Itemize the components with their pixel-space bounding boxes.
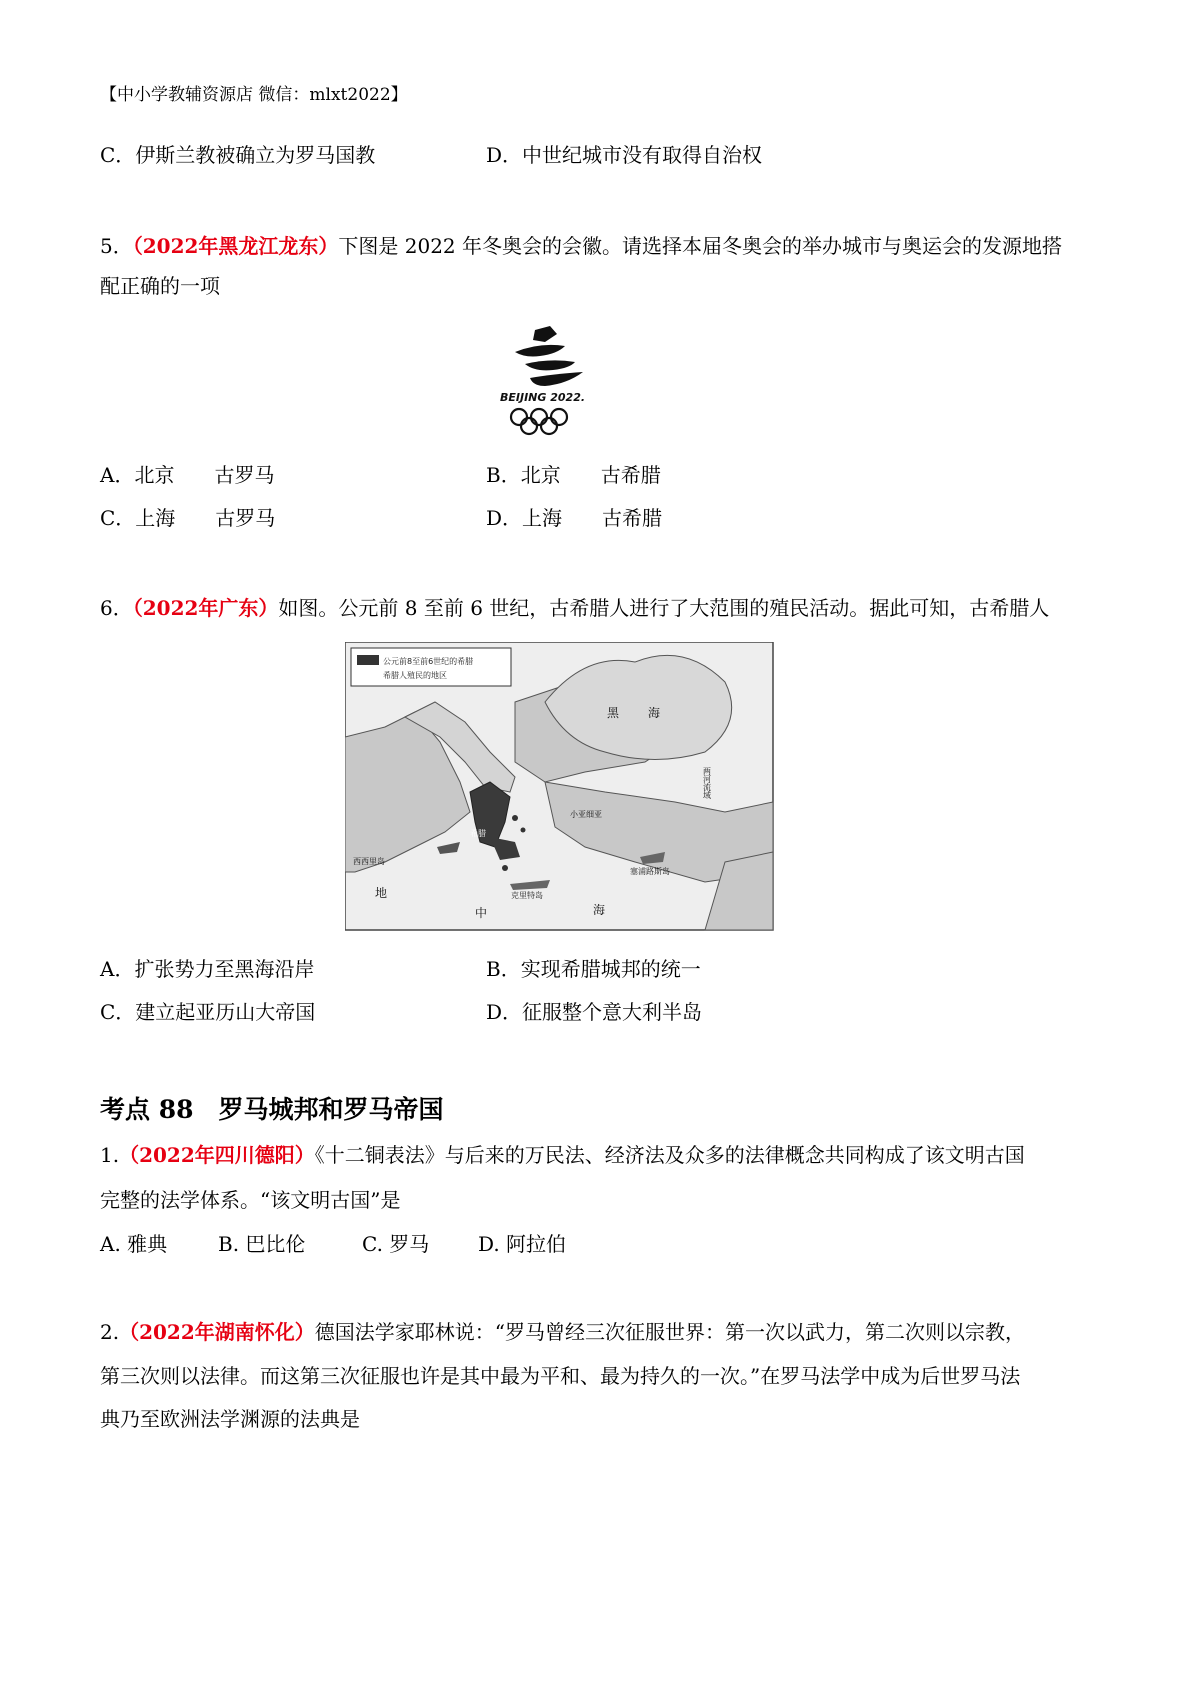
greek-colonization-map <box>345 642 775 932</box>
question-text: 德国法学家耶林说：“罗马曾经三次征服世界：第一次以武力，第二次则以宗教， <box>314 1320 1025 1344</box>
section-question-2-stem <box>100 1318 1025 1346</box>
page-header: 【中小学教辅资源店 微信：mlxt2022】 <box>100 85 408 105</box>
map-legend-line1: 公元前8至前6世纪的希腊 <box>383 657 474 666</box>
q6-option-b: B．实现希腊城邦的统一 <box>486 957 701 981</box>
q5-option-d: D．上海 古希腊 <box>486 506 663 530</box>
map-label-asia-minor: 小亚细亚 <box>570 810 602 819</box>
question-number: 1. <box>100 1143 120 1167</box>
map-legend-line2: 希腊人殖民的地区 <box>383 671 447 680</box>
question-number: 2. <box>100 1320 120 1344</box>
map-label-cyprus: 塞浦路斯岛 <box>630 867 670 876</box>
question-number: 6． <box>100 596 133 620</box>
emblem-caption: BEIJING 2022. <box>500 391 586 404</box>
s1-option-b: B. 巴比伦 <box>218 1232 306 1256</box>
map-label-black-sea-1: 黑 <box>607 706 620 720</box>
map-label-black-sea-2: 海 <box>648 706 661 720</box>
question-5-stem-line2: 配正确的一项 <box>100 274 220 298</box>
q6-option-c: C．建立起亚历山大帝国 <box>100 1000 316 1024</box>
q6-option-d: D．征服整个意大利半岛 <box>486 1000 703 1024</box>
map-label-mesopotamia: 两河流域 <box>702 767 712 799</box>
section-question-1-stem <box>100 1141 1025 1169</box>
q4-option-d: D．中世纪城市没有取得自治权 <box>486 143 763 167</box>
q5-option-c: C．上海 古罗马 <box>100 506 276 530</box>
question-text: 如图。公元前 8 至前 6 世纪，古希腊人进行了大范围的殖民活动。据此可知，古希腊人 <box>278 596 1050 620</box>
q5-option-b: B．北京 古希腊 <box>486 463 661 487</box>
map-label-sicily: 西西里岛 <box>353 857 385 866</box>
question-5-stem <box>100 232 1062 260</box>
question-text: 下图是 2022 年冬奥会的会徽。请选择本届冬奥会的举办城市与奥运会的发源地搭 <box>338 234 1063 258</box>
map-label-med-3: 海 <box>593 903 606 917</box>
q4-option-c: C．伊斯兰教被确立为罗马国教 <box>100 143 376 167</box>
map-label-med-1: 地 <box>375 886 388 900</box>
map-label-crete: 克里特岛 <box>511 891 543 900</box>
question-source: （2022年湖南怀化） <box>119 1320 315 1344</box>
map-label-greece: 希腊 <box>470 829 486 838</box>
s1-option-c: C. 罗马 <box>362 1232 430 1256</box>
question-source: （2022年黑龙江龙东） <box>132 234 339 258</box>
q6-option-a: A．扩张势力至黑海沿岸 <box>100 957 315 981</box>
section-question-2-stem-line2: 第三次则以法律。而这第三次征服也许是其中最为平和、最为持久的一次。”在罗马法学中成为后世罗马法 <box>100 1364 1021 1388</box>
q5-option-a: A．北京 古罗马 <box>100 463 275 487</box>
question-6-stem <box>100 594 1049 622</box>
section-question-1-stem-line2: 完整的法学体系。“该文明古国”是 <box>100 1188 401 1212</box>
s1-option-d: D. 阿拉伯 <box>478 1232 567 1256</box>
question-text: 《十二铜表法》与后来的万民法、经济法及众多的法律概念共同构成了该文明古国 <box>314 1143 1025 1167</box>
s1-option-a: A. 雅典 <box>100 1232 168 1256</box>
section-title: 考点 88 罗马城邦和罗马帝国 <box>100 1095 444 1124</box>
question-number: 5． <box>100 234 133 258</box>
question-source: （2022年四川德阳） <box>119 1143 315 1167</box>
question-source: （2022年广东） <box>132 596 279 620</box>
map-label-med-2: 中 <box>475 906 488 920</box>
beijing-2022-emblem <box>495 322 610 437</box>
section-question-2-stem-line3: 典乃至欧洲法学渊源的法典是 <box>100 1407 360 1431</box>
